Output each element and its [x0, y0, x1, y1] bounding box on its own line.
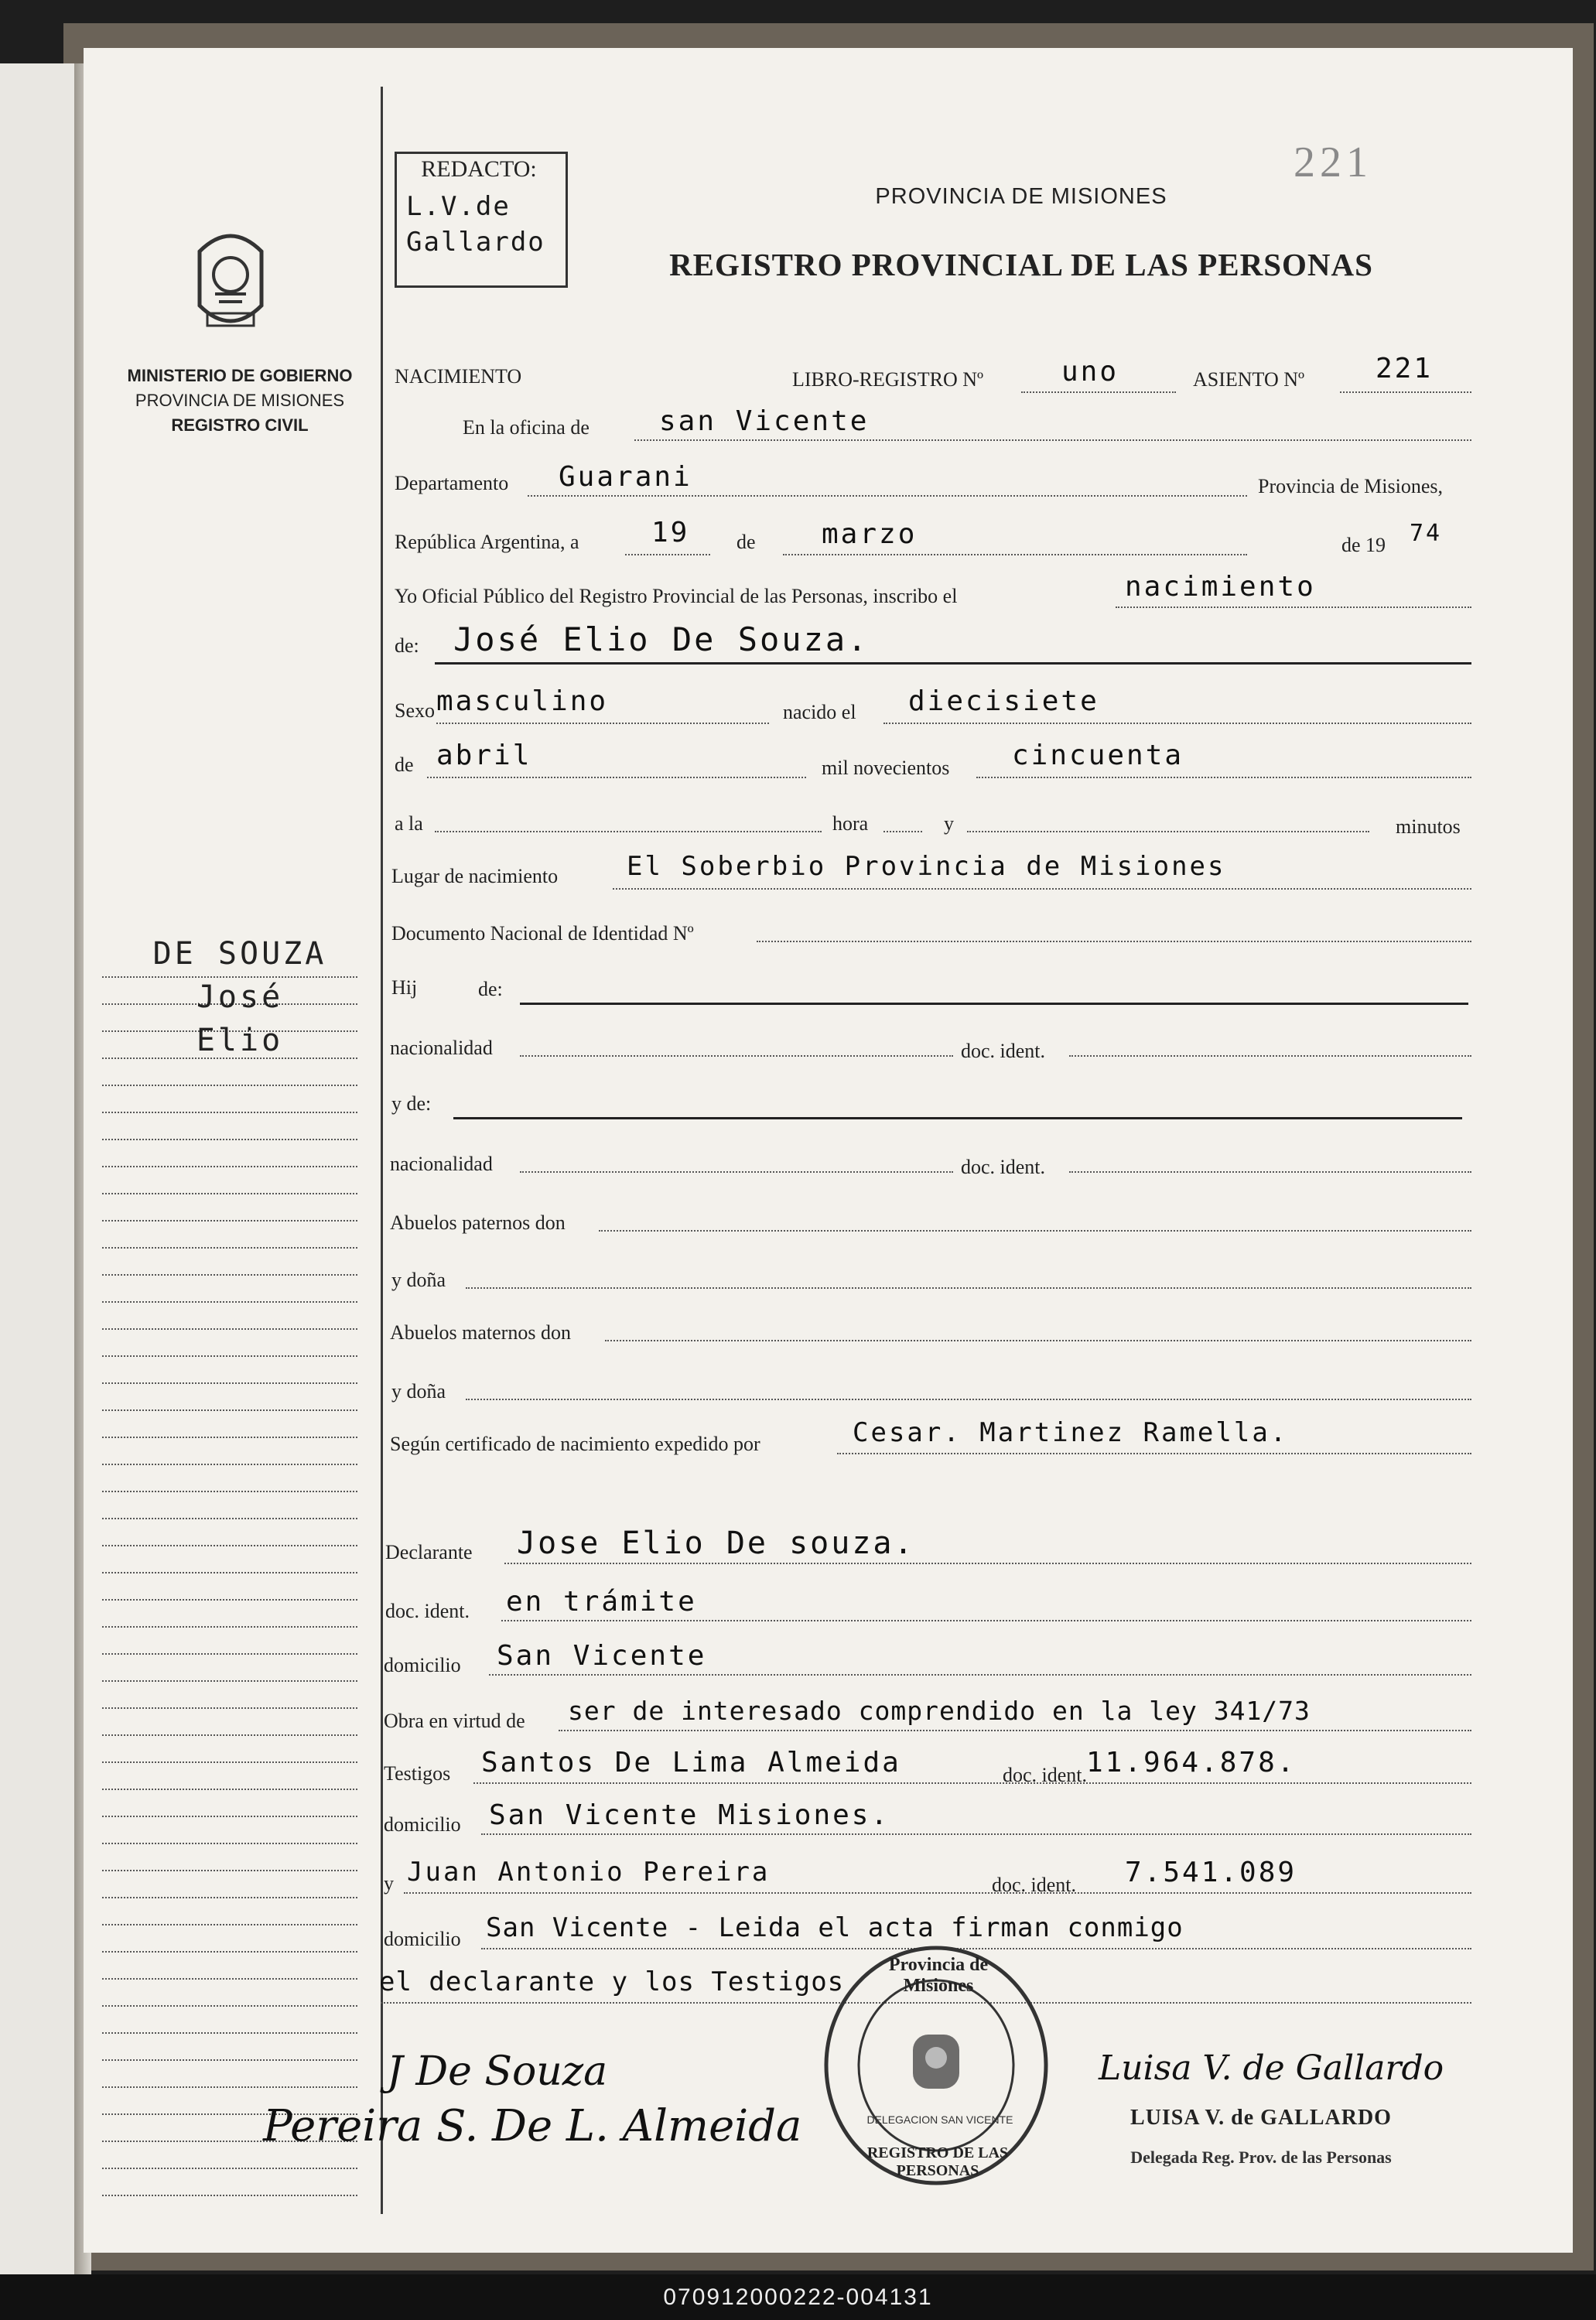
- de2-label: de: [395, 753, 414, 776]
- lugar-label: Lugar de nacimiento: [391, 865, 559, 887]
- margin-rule-line: [102, 1978, 357, 1980]
- margin-rule-line: [102, 1355, 357, 1357]
- margin-rule-line: [102, 1572, 357, 1573]
- de-label: de: [736, 531, 756, 553]
- doc-ident-label: doc. ident.: [961, 1040, 1046, 1062]
- margin-rule-line: [102, 1139, 357, 1140]
- row-doc-decl: [385, 1586, 1472, 1632]
- row-nacimiento: [388, 353, 1472, 401]
- row-departamento: [388, 461, 1472, 504]
- provincia-suffix: Provincia de Misiones,: [1258, 475, 1444, 497]
- margin-rule-line: [102, 2005, 357, 2007]
- margin-rule-line: [102, 1870, 357, 1871]
- testigo2-doc-value: 7.541.089: [1125, 1857, 1297, 1888]
- domicilio-t1-value: San Vicente Misiones.: [489, 1799, 890, 1831]
- de-persona-value: José Elio De Souza.: [453, 620, 870, 658]
- margin-rule-line: [102, 1382, 357, 1384]
- margin-rule-line: [102, 1166, 357, 1167]
- segun-value: Cesar. Martinez Ramella.: [853, 1417, 1289, 1448]
- row-abuelos-pat: [388, 1202, 1472, 1245]
- margin-name-surname: DE SOUZA: [152, 936, 327, 972]
- ministry-line: MINISTERIO DE GOBIERNO: [127, 366, 353, 385]
- nacimiento-label: NACIMIENTO: [395, 365, 522, 388]
- continuation-value: el declarante y los Testigos: [379, 1966, 845, 1997]
- margin-rule-line: [102, 1328, 357, 1330]
- dia-value: 19: [651, 517, 690, 548]
- obra-label: Obra en virtud de: [384, 1710, 525, 1732]
- row-abuelos-mat: [388, 1312, 1472, 1355]
- margin-rule-line: [102, 1707, 357, 1709]
- row-domicilio: [384, 1640, 1472, 1686]
- y-de-label: y de:: [391, 1092, 432, 1115]
- doc-ident-decl-value: en trámite: [506, 1586, 697, 1618]
- row-declarante: [385, 1526, 1472, 1573]
- margin-rule-line: [102, 1653, 357, 1655]
- row-domicilio-t1: [384, 1799, 1472, 1846]
- round-stamp-outer-text: Provincia de Misiones: [888, 1955, 989, 1996]
- row-yo-oficial: [388, 572, 1472, 616]
- province-heading: PROVINCIA DE MISIONES: [875, 184, 1167, 209]
- ministry-line: REGISTRO CIVIL: [171, 415, 309, 435]
- margin-name-second: Elio: [196, 1023, 284, 1058]
- asiento-label: ASIENTO Nº: [1193, 368, 1305, 391]
- row-de-abril: [388, 740, 1472, 786]
- testigo2-doc-label: doc. ident.: [992, 1874, 1077, 1896]
- margin-rule-line: [102, 1301, 357, 1303]
- margin-rule-line: [102, 1437, 357, 1438]
- y-t2-label: y: [384, 1872, 394, 1895]
- row-sexo: [388, 685, 1472, 732]
- margin-rule-line: [102, 1085, 357, 1086]
- declarante-value: Jose Elio De souza.: [517, 1526, 915, 1561]
- domicilio-value: San Vicente: [497, 1640, 707, 1672]
- margin-rule-line: [102, 1220, 357, 1222]
- margin-rule-line: [102, 1761, 357, 1763]
- segun-label: Según certificado de nacimiento expedido por: [390, 1433, 760, 1455]
- redacto-title: REDACTO:: [421, 156, 537, 182]
- registry-heading: REGISTRO PROVINCIAL DE LAS PERSONAS: [669, 247, 1373, 282]
- doc-ident2-label: doc. ident.: [961, 1156, 1046, 1178]
- row-lugar: [388, 851, 1472, 897]
- oficial-name: LUISA V. de GALLARDO: [1130, 2106, 1392, 2130]
- margin-rule-line: [102, 1464, 357, 1465]
- page-number: 221: [1294, 138, 1372, 186]
- margin-rule-line: [102, 2168, 357, 2169]
- hora-label: hora: [832, 812, 869, 835]
- row-testigo2: [384, 1857, 1472, 1903]
- mil-label: mil novecientos: [822, 757, 950, 779]
- libro-value: uno: [1061, 356, 1119, 388]
- margin-rule-line: [102, 1789, 357, 1790]
- obra-value: ser de interesado comprendido en la ley 341/73: [568, 1696, 1311, 1726]
- mil-value: cincuenta: [1012, 740, 1184, 771]
- row-obra: [384, 1696, 1472, 1742]
- de2-value: abril: [436, 740, 532, 771]
- departamento-label: Departamento: [395, 472, 509, 494]
- declarante-label: Declarante: [385, 1541, 473, 1563]
- testigo1-doc-value: 11.964.878.: [1086, 1747, 1297, 1778]
- margin-rule-line: [102, 1491, 357, 1492]
- domicilio-t1-label: domicilio: [384, 1813, 461, 1836]
- oficina-value: san Vicente: [659, 405, 870, 437]
- row-dni: [388, 913, 1472, 956]
- ministry-block: [108, 364, 371, 438]
- testigo1-value: Santos De Lima Almeida: [481, 1747, 901, 1778]
- margin-rule-line: [102, 1734, 357, 1736]
- domicilio-t2-label: domicilio: [384, 1928, 461, 1950]
- margin-rule-line: [102, 1112, 357, 1113]
- row-hora: [388, 801, 1472, 845]
- margin-rule-line: [102, 1409, 357, 1411]
- margin-rule-line: [102, 1545, 357, 1546]
- margin-rule-line: [102, 1951, 357, 1953]
- y-dona2-label: y doña: [391, 1380, 446, 1403]
- declarante-signature: J De Souza: [387, 2048, 608, 2095]
- testigos-label: Testigos: [384, 1762, 451, 1785]
- redacto-handwriting: [406, 189, 561, 260]
- round-stamp-bottom-text: REGISTRO DE LAS PERSONAS: [866, 2144, 1009, 2179]
- row-testigos: [384, 1747, 1472, 1793]
- margin-rule-line: [102, 1247, 357, 1249]
- nacido-label: nacido el: [783, 701, 856, 723]
- domicilio-t2-value: San Vicente - Leida el acta firman conmigo: [486, 1912, 1184, 1943]
- asiento-value: 221: [1376, 353, 1434, 384]
- margin-divider: [381, 87, 383, 2214]
- anio-value: 74: [1410, 520, 1443, 547]
- margin-name-first: José: [196, 979, 284, 1015]
- mes-value: marzo: [822, 518, 918, 550]
- libro-label: LIBRO-REGISTRO Nº: [792, 368, 984, 391]
- anio-label: de 19: [1341, 534, 1386, 556]
- margin-rule-line: [102, 1518, 357, 1519]
- yo-oficial-label: Yo Oficial Público del Registro Provincial de las Personas, inscribo el: [395, 585, 958, 607]
- margin-rule-line: [102, 1626, 357, 1628]
- document-id-footer: 070912000222-004131: [0, 2274, 1596, 2320]
- margin-rule-line: [102, 1193, 357, 1194]
- round-stamp-inner-text: DELEGACION SAN VICENTE: [866, 2113, 1013, 2126]
- nacido-value: diecisiete: [908, 685, 1099, 717]
- lugar-value: El Soberbio Provincia de Misiones: [627, 851, 1226, 882]
- margin-rule-line: [102, 1599, 357, 1601]
- abuelos-pat-label: Abuelos paternos don: [390, 1211, 566, 1234]
- row-oficina: [388, 405, 1472, 449]
- margin-rule-line: [102, 2059, 357, 2061]
- oficial-title: Delegada Reg. Prov. de las Personas: [1130, 2147, 1392, 2167]
- margin-rule-line: [102, 1924, 357, 1925]
- domicilio-label: domicilio: [384, 1654, 461, 1676]
- republica-label: República Argentina, a: [395, 531, 579, 553]
- margin-rule-line: [102, 1843, 357, 1844]
- row-fecha: [388, 517, 1472, 563]
- de-persona-label: de:: [395, 634, 419, 657]
- dni-label: Documento Nacional de Identidad Nº: [391, 922, 694, 945]
- margin-rule-line: [102, 2195, 357, 2196]
- ministry-line: PROVINCIA DE MISIONES: [135, 391, 345, 410]
- margin-rule-line: [102, 2032, 357, 2034]
- margin-rule-line: [102, 2086, 357, 2088]
- hij-label: Hij: [391, 976, 418, 999]
- row-y-de: [388, 1083, 1472, 1126]
- hij-de-label: de:: [478, 978, 503, 1000]
- margin-rule-line: [102, 1274, 357, 1276]
- sexo-value: masculino: [436, 685, 609, 717]
- nacionalidad2-label: nacionalidad: [390, 1153, 493, 1175]
- a-la-label: a la: [395, 812, 423, 835]
- redacto-line: L.V.de: [406, 191, 511, 222]
- margin-rule-line: [102, 1816, 357, 1817]
- redacto-line: Gallardo: [406, 227, 545, 258]
- testigos-signatures: Pereira S. De L. Almeida: [263, 2101, 802, 2151]
- row-y-dona: [388, 1259, 1472, 1303]
- row-nacionalidad2: [388, 1145, 1472, 1188]
- margin-rule-line: [102, 1897, 357, 1898]
- coat-of-arms-icon: [184, 220, 277, 344]
- row-segun: [388, 1417, 1472, 1465]
- row-nacionalidad: [388, 1029, 1472, 1072]
- margin-rule-line: [102, 1680, 357, 1682]
- left-page-edge: [0, 63, 74, 2276]
- row-de-persona: [388, 620, 1472, 667]
- yo-oficial-value: nacimiento: [1125, 571, 1316, 603]
- abuelos-mat-label: Abuelos maternos don: [390, 1321, 571, 1344]
- margin-name: [116, 932, 364, 1062]
- nacionalidad-label: nacionalidad: [390, 1037, 493, 1059]
- departamento-value: Guarani: [559, 461, 692, 493]
- row-y-dona2: [388, 1371, 1472, 1414]
- y-dona-label: y doña: [391, 1269, 446, 1291]
- minutos-label: minutos: [1396, 815, 1461, 838]
- doc-ident-decl-label: doc. ident.: [385, 1600, 470, 1622]
- testigo2-value: Juan Antonio Pereira: [407, 1857, 771, 1888]
- testigo1-doc-label: doc. ident.: [1003, 1764, 1088, 1786]
- y-label: y: [944, 812, 954, 835]
- oficial-signature: Luisa V. de Gallardo: [1099, 2048, 1444, 2088]
- row-hij: [388, 969, 1472, 1012]
- sexo-label: Sexo: [395, 699, 435, 722]
- oficina-label: En la oficina de: [463, 416, 590, 439]
